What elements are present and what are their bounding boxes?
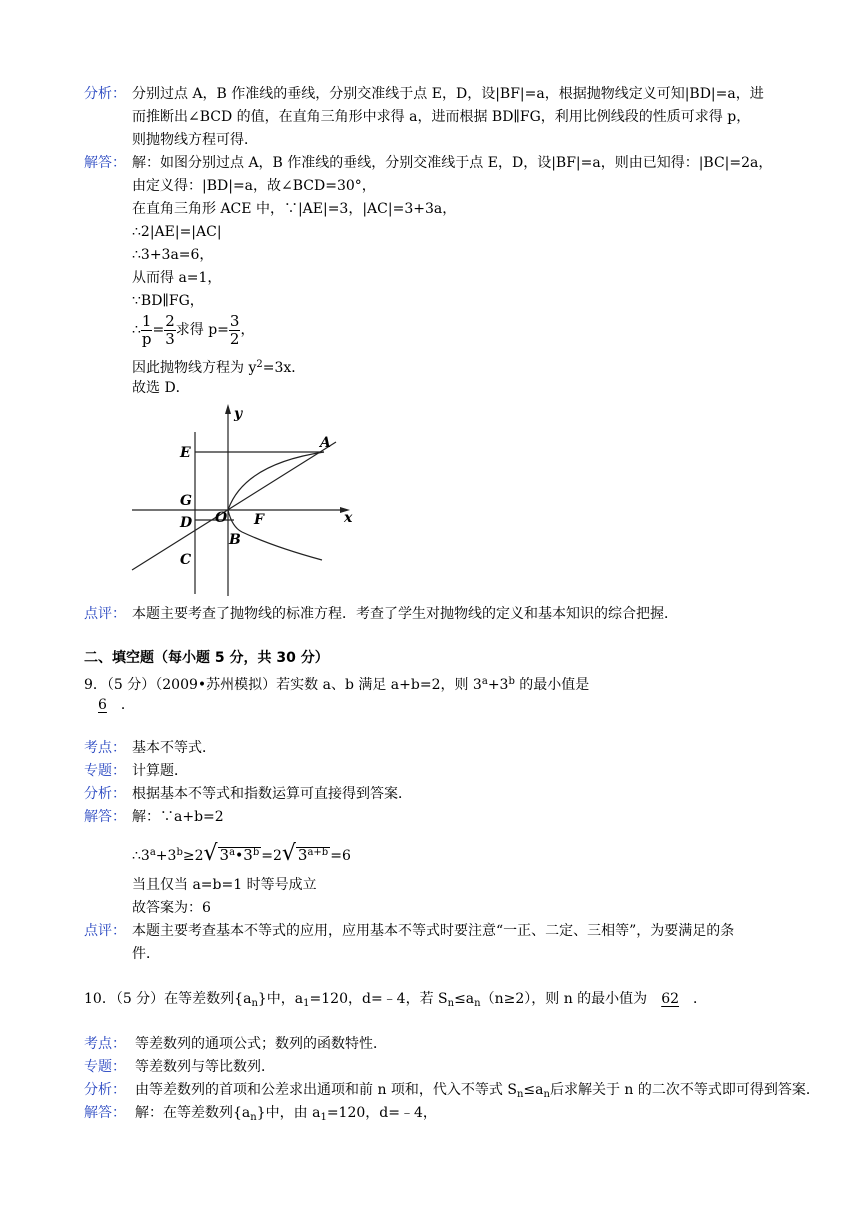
q10-kaodian-label: 考点： <box>84 1036 126 1052</box>
q9-comment-line-1: 本题主要考查基本不等式的应用，应用基本不等式时要注意“一正、二定、三相等”，为要满足的条 <box>132 923 735 939</box>
q10-kaodian: 等差数列的通项公式；数列的函数特性． <box>135 1036 387 1052</box>
q9-comment-label: 点评： <box>84 923 126 939</box>
fraction-1-over-p: $\frac{1}{p}$ <box>141 311 152 348</box>
solution-line-6: 从而得 a=1， <box>132 270 222 286</box>
q9-solution-label: 解答： <box>84 809 126 825</box>
q9-answer: 6 <box>98 697 107 713</box>
comment-text: 本题主要考查了抛物线的标准方程．考查了学生对抛物线的定义和基本知识的综合把握． <box>132 606 678 622</box>
q9-analysis: 根据基本不等式和指数运算可直接得到答案． <box>132 786 412 802</box>
parabola-equation: 因此抛物线方程为 $y^2=3x$． <box>132 359 306 376</box>
analysis-line-2: 而推断出∠BCD 的值，在直角三角形中求得 a，进而根据 BD∥FG，利用比例线段的性质可求得 p， <box>132 109 751 125</box>
solution-line-4: ∴2|AE|=|AC| <box>132 224 222 240</box>
q9-stem: 9．（5 分）（2009•苏州模拟）若实数 a、b 满足 a+b=2，则 $3^a+3^b$ 的最小值是 <box>84 676 590 693</box>
q10-zhuanti-label: 专题： <box>84 1059 126 1075</box>
q10-answer: 62 <box>661 991 680 1007</box>
q10-solution-label: 解答： <box>84 1105 126 1121</box>
q9-solution-inequality: $\therefore 3^a+3^b\ge 2√$ $3^a•3^b =2√$ $3^{a+b} =6$ <box>132 841 351 866</box>
solution-line-7: ∵BD∥FG， <box>132 293 204 309</box>
q9-solution-line-3: 当且仅当 a=b=1 时等号成立 <box>132 877 317 893</box>
y-axis-arrow <box>225 404 231 414</box>
q9-analysis-label: 分析： <box>84 786 126 802</box>
label-O: O <box>215 510 228 526</box>
analysis-line-1: 分别过点 A，B 作准线的垂线，分别交准线于点 E，D，设|BF|=a，根据抛物线定义可知|BD|=a，进 <box>132 86 764 102</box>
solution-line-5: ∴3+3a=6， <box>132 247 214 263</box>
label-y: y <box>234 406 243 422</box>
label-E: E <box>180 445 191 461</box>
parabola-figure <box>124 402 364 598</box>
q10-analysis-label: 分析： <box>84 1082 126 1098</box>
fraction-line: ∴ $\frac{1}{p}$ = $\frac{2}{3}$ 求得 p= $\frac{3}{2}$ ， <box>132 311 255 348</box>
focal-line <box>132 442 336 570</box>
solution-label: 解答： <box>84 155 126 171</box>
analysis-line-3: 则抛物线方程可得． <box>132 132 258 148</box>
solution-line-3: 在直角三角形 ACE 中，∵|AE|=3，|AC|=3+3a， <box>132 201 457 217</box>
label-C: C <box>180 552 192 568</box>
solution-line-1: 解：如图分别过点 A，B 作准线的垂线，分别交准线于点 E，D，设|BF|=a，则由已知得：|BC|=2a， <box>132 155 773 171</box>
q9-comment-line-2: 件． <box>132 946 160 962</box>
q9-zhuanti: 计算题． <box>132 763 188 779</box>
q9-solution-line-4: 故答案为：6 <box>132 900 211 916</box>
q9-zhuanti-label: 专题： <box>84 763 126 779</box>
analysis-label: 分析： <box>84 86 126 102</box>
label-x: x <box>344 510 353 526</box>
q10-zhuanti: 等差数列与等比数列． <box>135 1059 275 1075</box>
label-A: A <box>320 435 331 451</box>
parabola-curve <box>228 452 324 560</box>
sqrt-radical-icon: √ <box>281 841 296 866</box>
q9-solution-line-1: 解：∵a+b=2 <box>132 809 224 825</box>
label-D: D <box>180 515 193 531</box>
q9-kaodian: 基本不等式． <box>132 740 216 756</box>
label-B: B <box>229 532 241 548</box>
choice-line: 故选 D． <box>132 380 190 396</box>
sqrt-radicand-1: 3$^a$•3$^b$ <box>219 846 260 864</box>
q10-stem: 10．（5 分）在等差数列$\{a_n\}$中，$a_1=120$，d=﹣4，若 $S_n\le a_n(n\ge 2)$，则 n 的最小值为 62 ． <box>84 988 820 1015</box>
fraction-2-over-3: $\frac{2}{3}$ <box>165 311 175 348</box>
label-G: G <box>180 493 192 509</box>
label-F: F <box>254 512 264 528</box>
q10-solution-line-1: 解：在等差数列$\{a_n\}$中，由 $a_1=120$，d=﹣4， <box>135 1105 437 1123</box>
fraction-3-over-2: $\frac{3}{2}$ <box>229 311 240 348</box>
section-heading: 二、填空题（每小题 5 分，共 30 分） <box>84 650 329 666</box>
comment-label: 点评： <box>84 606 126 622</box>
q10-analysis: 由等差数列的首项和公差求出通项和前 n 项和，代入不等式 $S_n\le a_n$后求解关于 n 的二次不等式即可得到答案． <box>135 1082 820 1100</box>
sqrt-radical-icon: √ <box>203 841 218 866</box>
sqrt-radicand-2: $3^{a+b}$ <box>297 846 329 864</box>
q9-answer-line: 6 ． <box>84 694 820 716</box>
solution-line-2: 由定义得：|BD|=a，故∠BCD=30°， <box>132 178 376 194</box>
q9-kaodian-label: 考点： <box>84 740 126 756</box>
